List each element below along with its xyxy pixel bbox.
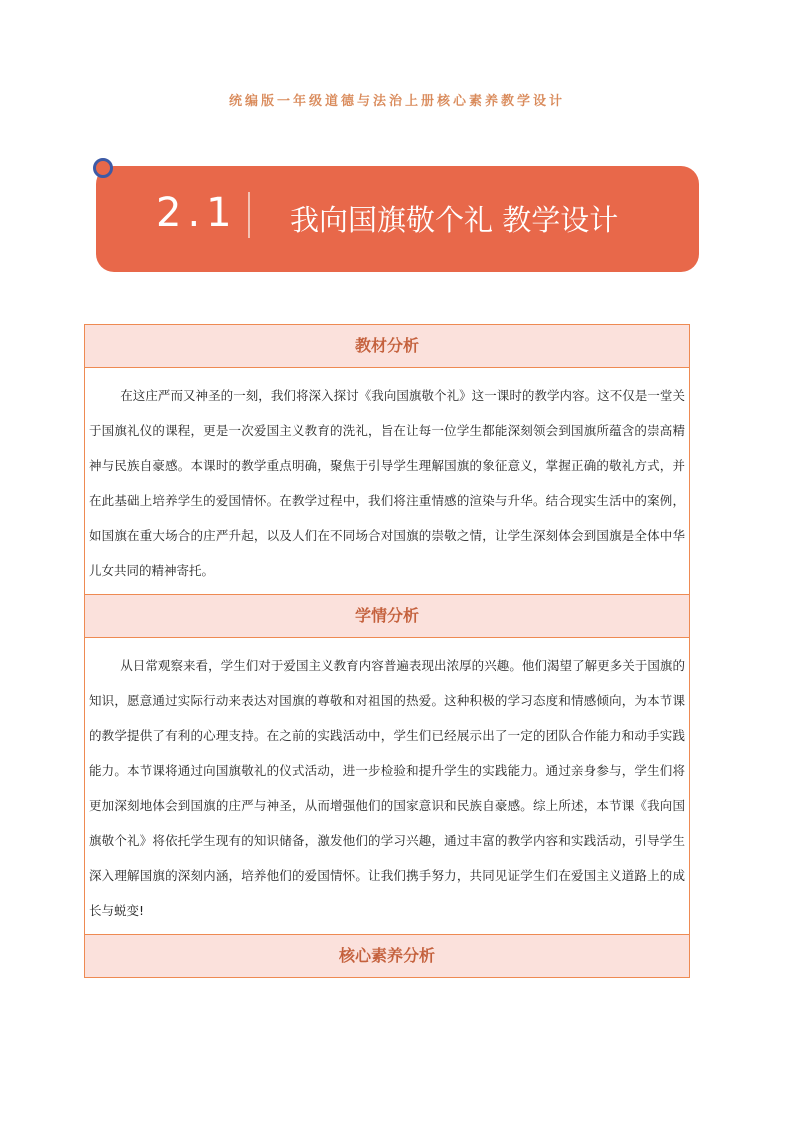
banner-dot-ornament (93, 158, 113, 178)
running-header: 统编版一年级道德与法治上册核心素养教学设计 (228, 94, 565, 109)
section-body: 在这庄严而又神圣的一刻，我们将深入探讨《我向国旗敬个礼》这一课时的教学内容。这不仅是一堂关于国旗礼仪的课程，更是一次爱国主义教育的洗礼，旨在让每一位学生都能深刻领会到国旗所蕴含的崇高精神与民族自豪感。本课时的教学重点明确，聚焦于引导学生理解国旗的象征意义，掌握正确的敬礼方式，并在此基础上培养学生的爱国情怀。在教学过程中，我们将注重情感的渲染与升华。结合现实生活中的案例，如国旗在重大场合的庄严升起，以及人们在不同场合对国旗的崇敬之情，让学生深刻体会到国旗是全体中华儿女共同的精神寄托。 (85, 368, 689, 595)
section-heading: 核心素养分析 (85, 935, 689, 977)
banner-number: 2.1 (156, 190, 238, 236)
banner-divider (248, 192, 250, 238)
section-core-competency-analysis (85, 935, 689, 977)
lesson-table (84, 324, 690, 978)
lesson-banner (96, 166, 699, 272)
section-body: 从日常观察来看，学生们对于爱国主义教育内容普遍表现出浓厚的兴趣。他们渴望了解更多关于国旗的知识，愿意通过实际行动来表达对国旗的尊敬和对祖国的热爱。这种积极的学习态度和情感倾向，为本节课的教学提供了有利的心理支持。在之前的实践活动中，学生们已经展示出了一定的团队合作能力和动手实践能力。本节课将通过向国旗敬礼的仪式活动，进一步检验和提升学生的实践能力。通过亲身参与，学生们将更加深刻地体会到国旗的庄严与神圣，从而增强他们的国家意识和民族自豪感。综上所述，本节课《我向国旗敬个礼》将依托学生现有的知识储备，激发他们的学习兴趣，通过丰富的教学内容和实践活动，引导学生深入理解国旗的深刻内涵，培养他们的爱国情怀。让我们携手努力，共同见证学生们在爱国主义道路上的成长与蜕变! (85, 638, 689, 935)
banner-title: 我向国旗敬个礼 教学设计 (290, 203, 619, 237)
section-heading: 教材分析 (85, 325, 689, 368)
section-heading: 学情分析 (85, 595, 689, 638)
section-student-analysis (85, 595, 689, 935)
section-textbook-analysis (85, 325, 689, 595)
